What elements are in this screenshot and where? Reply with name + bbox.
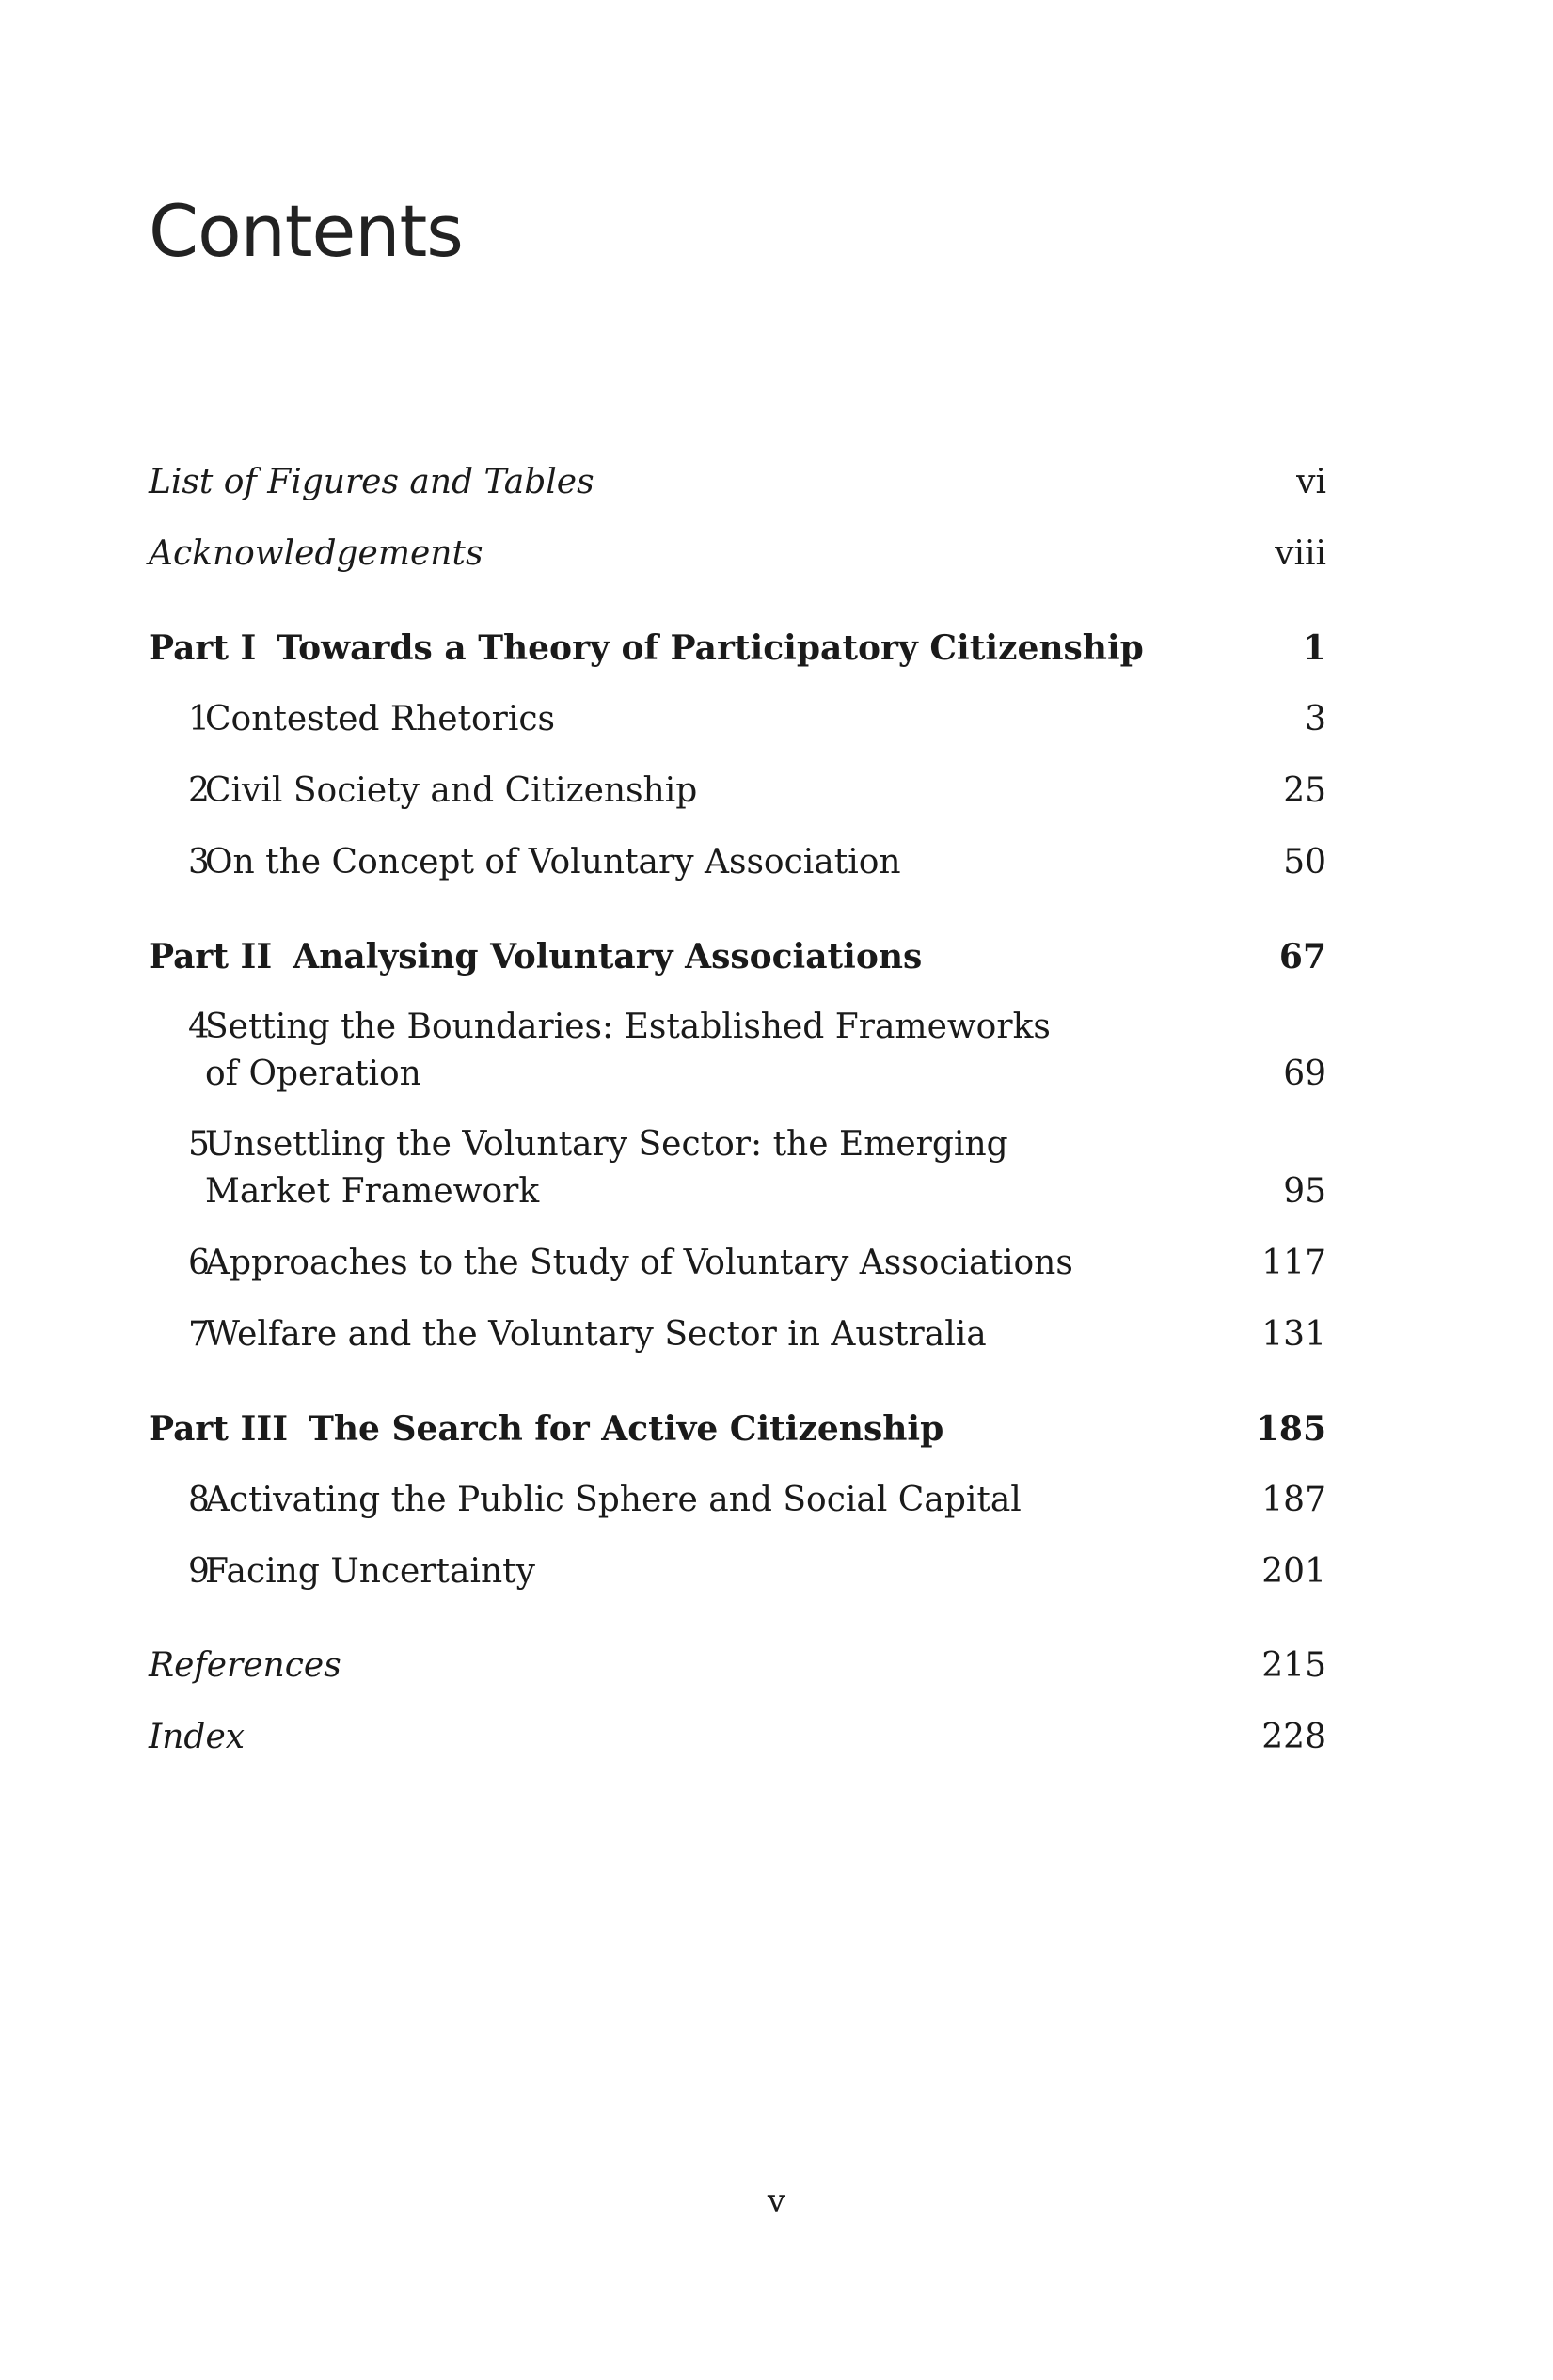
chapter-page: 131 bbox=[1261, 1315, 1326, 1354]
chapter-page: 50 bbox=[1283, 843, 1326, 881]
chapter-number: 3 bbox=[188, 843, 210, 881]
chapter-page: 187 bbox=[1261, 1481, 1326, 1519]
part-label: Part II bbox=[149, 937, 273, 976]
page-title: Contents bbox=[149, 189, 463, 273]
entry-label: Index bbox=[149, 1718, 246, 1756]
chapter-number: 2 bbox=[188, 771, 210, 810]
chapter-title-line-2: of Operation bbox=[205, 1055, 421, 1093]
chapter-number: 6 bbox=[188, 1244, 210, 1282]
part-title: Analysing Voluntary Associations bbox=[293, 937, 923, 976]
part-label: Part III bbox=[149, 1409, 289, 1449]
part-title: Towards a Theory of Participatory Citizenship bbox=[277, 628, 1144, 668]
toc-chapter-1[interactable] bbox=[149, 672, 1326, 743]
toc-entry-references[interactable] bbox=[149, 1618, 1326, 1690]
chapter-title: Approaches to the Study of Voluntary Associations bbox=[205, 1244, 1073, 1282]
entry-page: viii bbox=[1275, 534, 1326, 573]
toc-part-1[interactable] bbox=[149, 600, 1326, 672]
entry-page: vi bbox=[1296, 463, 1326, 501]
chapter-page: 69 bbox=[1283, 1055, 1326, 1093]
part-page: 185 bbox=[1255, 1409, 1326, 1449]
page-number: v bbox=[767, 2182, 786, 2220]
chapter-page: 25 bbox=[1283, 771, 1326, 810]
chapter-title-line-2: Market Framework bbox=[205, 1172, 540, 1211]
chapter-page: 95 bbox=[1283, 1172, 1326, 1211]
entry-page: 215 bbox=[1261, 1646, 1326, 1685]
toc-chapter-9[interactable] bbox=[149, 1524, 1326, 1595]
toc-chapter-5[interactable] bbox=[149, 1098, 1326, 1215]
toc-chapter-8[interactable] bbox=[149, 1452, 1326, 1524]
chapter-title-line-1: Unsettling the Voluntary Sector: the Emerging bbox=[205, 1125, 1008, 1164]
chapter-page: 3 bbox=[1305, 700, 1326, 738]
part-page: 67 bbox=[1278, 937, 1326, 976]
table-of-contents bbox=[149, 435, 1326, 1761]
toc-chapter-4[interactable] bbox=[149, 980, 1326, 1098]
toc-part-3[interactable] bbox=[149, 1381, 1326, 1452]
chapter-number: 9 bbox=[188, 1552, 210, 1591]
entry-label: List of Figures and Tables bbox=[149, 463, 594, 501]
chapter-title: Civil Society and Citizenship bbox=[205, 771, 698, 810]
chapter-number: 8 bbox=[188, 1481, 210, 1519]
entry-label: References bbox=[149, 1646, 341, 1685]
chapter-number: 4 bbox=[188, 1008, 210, 1046]
part-page: 1 bbox=[1302, 628, 1326, 668]
chapter-page: 117 bbox=[1261, 1244, 1326, 1282]
entry-page: 228 bbox=[1261, 1718, 1326, 1756]
toc-chapter-3[interactable] bbox=[149, 815, 1326, 886]
chapter-title: On the Concept of Voluntary Association bbox=[205, 843, 901, 881]
toc-entry-index[interactable] bbox=[149, 1690, 1326, 1761]
chapter-title-line-1: Setting the Boundaries: Established Frameworks bbox=[205, 1008, 1051, 1046]
toc-entry-list-of-figures[interactable] bbox=[149, 435, 1326, 506]
chapter-number: 7 bbox=[188, 1315, 210, 1354]
toc-chapter-7[interactable] bbox=[149, 1287, 1326, 1358]
toc-entry-acknowledgements[interactable] bbox=[149, 506, 1326, 578]
toc-chapter-2[interactable] bbox=[149, 743, 1326, 815]
part-title: The Search for Active Citizenship bbox=[309, 1409, 944, 1449]
part-label: Part I bbox=[149, 628, 257, 668]
entry-label: Acknowledgements bbox=[149, 534, 483, 573]
chapter-title: Activating the Public Sphere and Social Capital bbox=[205, 1481, 1022, 1519]
toc-part-2[interactable] bbox=[149, 909, 1326, 980]
chapter-title: Contested Rhetorics bbox=[205, 700, 556, 738]
chapter-number: 5 bbox=[188, 1125, 210, 1164]
chapter-title: Facing Uncertainty bbox=[205, 1552, 535, 1591]
chapter-number: 1 bbox=[188, 700, 210, 738]
chapter-title: Welfare and the Voluntary Sector in Australia bbox=[205, 1315, 987, 1354]
toc-chapter-6[interactable] bbox=[149, 1215, 1326, 1287]
chapter-page: 201 bbox=[1261, 1552, 1326, 1591]
